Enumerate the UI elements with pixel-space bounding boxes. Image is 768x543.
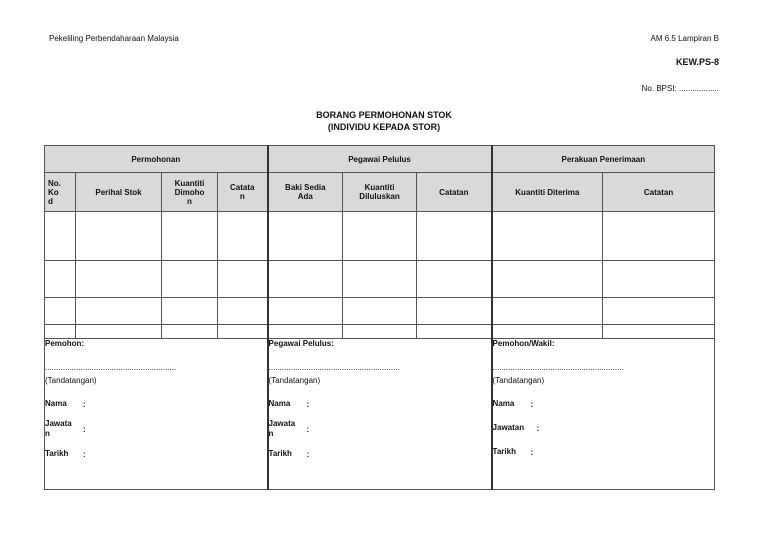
cell[interactable] [45,325,76,339]
field-label: Jawata n [268,419,296,438]
col-kuantiti-dimohon: Kuantiti Dimoho n [162,173,218,212]
cell[interactable] [492,325,603,339]
col-perihal-stok: Perihal Stok [76,173,162,212]
signature-row [45,339,715,490]
field-nama[interactable]: Nama : [45,399,86,409]
field-label: Nama [268,399,291,408]
column-header-row [45,173,715,212]
form-code: KEW.PS-8 [675,57,719,67]
field-tarikh[interactable]: Tarikh : [268,449,310,459]
cell[interactable] [343,212,417,261]
cell[interactable] [268,212,343,261]
cell[interactable] [603,261,715,298]
cell[interactable] [343,325,417,339]
cell[interactable] [218,212,268,261]
form-title-line2: (INDIVIDU KEPADA STOR) [327,122,441,132]
field-label: Jawata n [45,419,72,438]
cell[interactable] [162,261,218,298]
cell[interactable] [603,212,715,261]
field-jawatan[interactable]: Jawata n : [45,419,86,438]
stock-request-table [44,145,715,490]
field-jawatan[interactable]: Jawata n : [268,419,310,438]
group-perakuan-penerimaan: Perakuan Penerimaan [492,146,715,173]
field-nama[interactable]: Nama : [492,399,534,409]
cell[interactable] [45,212,76,261]
table-row [45,325,715,339]
cell[interactable] [162,212,218,261]
col-no-kod: No. Ko d [45,173,76,212]
col-catatan-1: Catata n [218,173,268,212]
signature-pemohon-wakil [492,339,715,490]
field-label: Tarikh [492,447,516,456]
signature-pegawai-pelulus [268,339,492,490]
field-jawatan[interactable]: Jawatan : [492,423,540,433]
cell[interactable] [343,261,417,298]
signature-line[interactable]: ........................................................... [268,363,400,372]
group-pegawai-pelulus: Pegawai Pelulus [268,146,492,173]
col-kuantiti-diterima: Kuantiti Diterima [492,173,603,212]
table-row [45,298,715,325]
bpsi-number: No. BPSI: .................. [641,84,719,93]
cell[interactable] [492,298,603,325]
table-row [45,212,715,261]
table-row [45,261,715,298]
signature-line[interactable]: ........................................................... [45,363,177,372]
cell[interactable] [343,298,417,325]
cell[interactable] [218,325,268,339]
signature-caption: (Tandatangan) [492,376,545,385]
cell[interactable] [417,298,492,325]
cell[interactable] [45,261,76,298]
cell[interactable] [162,298,218,325]
cell[interactable] [162,325,218,339]
cell[interactable] [417,325,492,339]
col-catatan-2: Catatan [417,173,492,212]
header-right: AM 6.5 Lampiran B [650,34,719,43]
cell[interactable] [76,298,162,325]
group-permohonan: Permohonan [45,146,268,173]
cell[interactable] [492,212,603,261]
cell[interactable] [603,325,715,339]
field-label: Nama [492,399,515,408]
signature-title: Pegawai Pelulus: [268,339,334,348]
group-header-row [45,146,715,173]
cell[interactable] [417,212,492,261]
field-label: Nama [45,399,67,408]
field-label: Tarikh [268,449,292,458]
field-tarikh[interactable]: Tarikh : [492,447,534,457]
col-catatan-3: Catatan [603,173,715,212]
cell[interactable] [268,261,343,298]
cell[interactable] [76,261,162,298]
header-left: Pekeliling Perbendaharaan Malaysia [49,34,179,43]
signature-caption: (Tandatangan) [45,376,97,385]
signature-pemohon [45,339,268,490]
cell[interactable] [45,298,76,325]
form-title-line1: BORANG PERMOHONAN STOK [316,110,452,120]
cell[interactable] [76,212,162,261]
cell[interactable] [218,261,268,298]
signature-title: Pemohon: [45,339,85,348]
cell[interactable] [268,325,343,339]
cell[interactable] [417,261,492,298]
cell[interactable] [76,325,162,339]
field-label: Jawatan [492,423,525,432]
cell[interactable] [268,298,343,325]
form-title [0,109,768,133]
field-nama[interactable]: Nama : [268,399,310,409]
signature-title: Pemohon/Wakil: [492,339,555,348]
col-baki-sedia-ada: Baki Sedia Ada [268,173,343,212]
cell[interactable] [603,298,715,325]
cell[interactable] [492,261,603,298]
col-kuantiti-diluluskan: Kuantiti Diluluskan [343,173,417,212]
cell[interactable] [218,298,268,325]
signature-line[interactable]: ........................................................... [492,363,624,372]
field-tarikh[interactable]: Tarikh : [45,449,86,459]
field-label: Tarikh [45,449,69,458]
signature-caption: (Tandatangan) [268,376,321,385]
